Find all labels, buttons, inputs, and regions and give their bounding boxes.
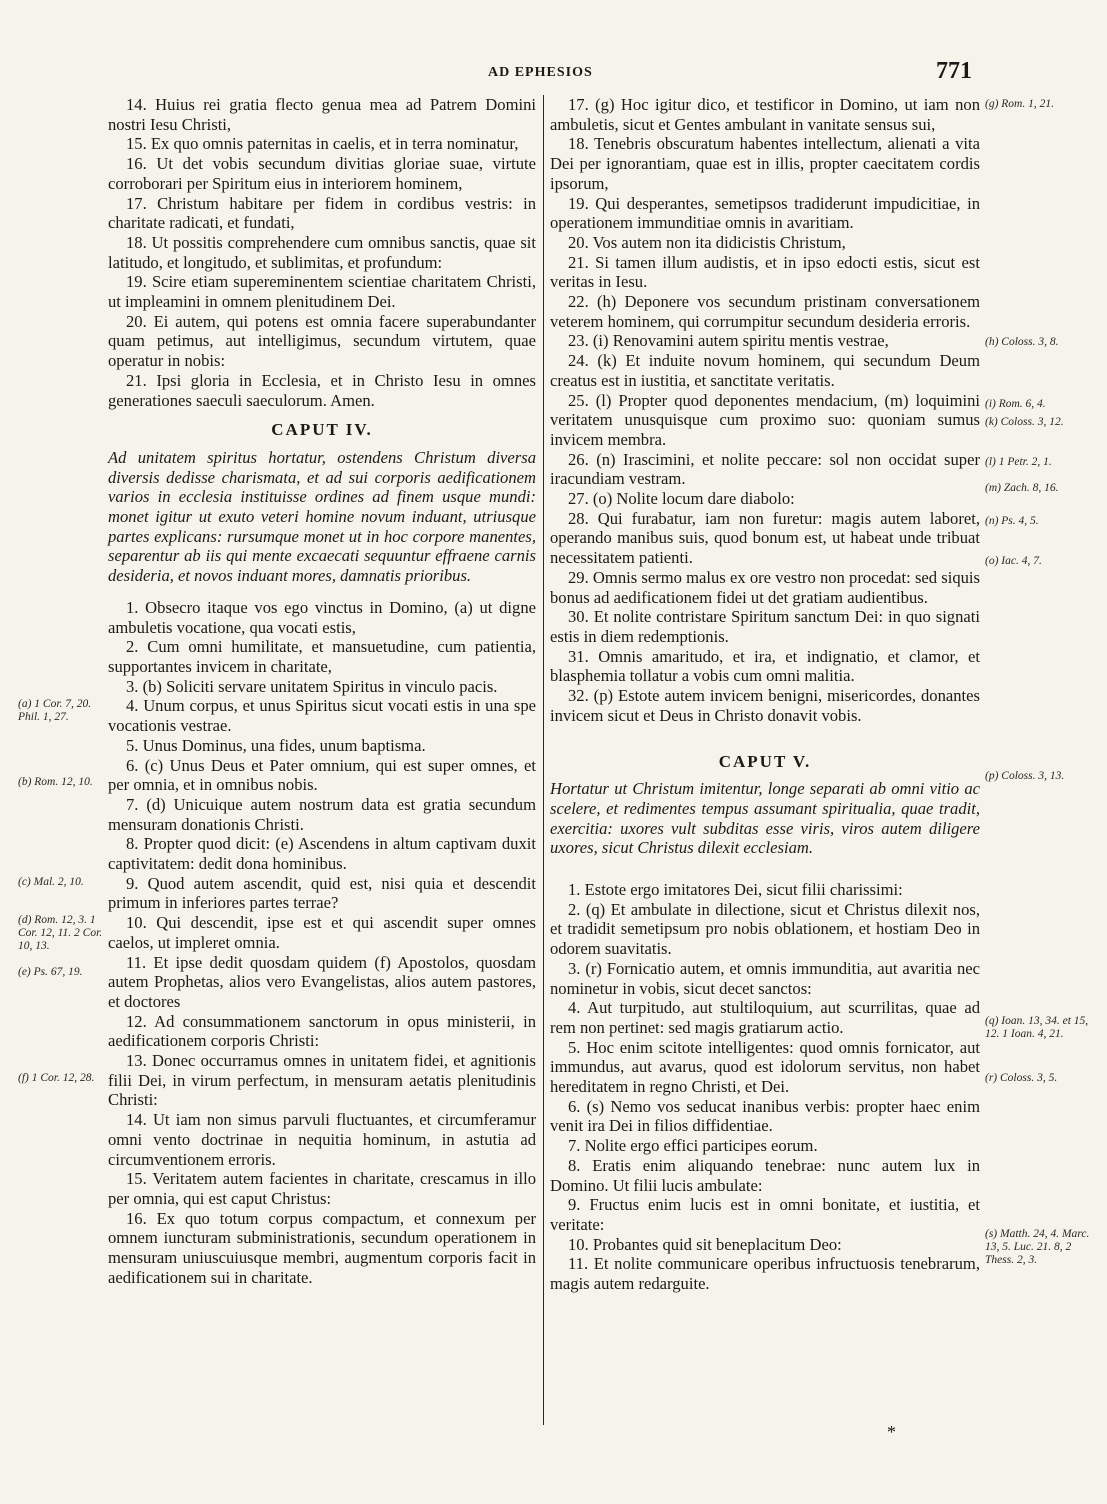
running-header: AD EPHESIOS — [488, 65, 593, 80]
verse: 10. Probantes quid sit beneplacitum Deo: — [568, 1234, 842, 1254]
right-column — [550, 95, 980, 1294]
margin-note: (m) Zach. 8, 16. — [985, 482, 1059, 494]
verse: 27. (o) Nolite locum dare diabolo: — [568, 489, 795, 509]
verse: 6. (c) Unus Deus et Pater omnium, qui est super omnes, et per omnia, et in omnibus nobis. — [108, 755, 536, 795]
verse: 6. (s) Nemo vos seducat inanibus verbis: propter haec enim venit ira Dei in filios diffidentiae. — [550, 1096, 980, 1136]
margin-note: (d) Rom. 12, 3. 1 Cor. 12, 11. 2 Cor. 10, 13. — [18, 914, 103, 952]
margin-note: (k) Coloss. 3, 12. — [985, 416, 1064, 428]
verse: 21. Ipsi gloria in Ecclesia, et in Christo Iesu in omnes generationes saeculi saeculorum. Amen. — [108, 370, 536, 410]
margin-note: (i) Rom. 6, 4. — [985, 398, 1046, 410]
margin-note: (q) Ioan. 13, 34. et 15, 12. 1 Ioan. 4, 21. — [985, 1015, 1089, 1040]
verse: 29. Omnis sermo malus ex ore vestro non procedat: sed siquis bonus ad aedificationem fidei ut det gratiam audientibus. — [550, 567, 980, 607]
verse: 20. Vos autem non ita didicistis Christum, — [568, 232, 846, 252]
page-number: 771 — [936, 58, 972, 84]
verse: 8. Eratis enim aliquando tenebrae: nunc autem lux in Domino. Ut filii lucis ambulate: — [550, 1155, 980, 1195]
verse: 14. Huius rei gratia flecto genua mea ad Patrem Domini nostri Iesu Christi, — [108, 95, 536, 134]
verse: 12. Ad consummationem sanctorum in opus ministerii, in aedificationem corporis Christi: — [108, 1011, 536, 1051]
verse: 31. Omnis amaritudo, et ira, et indignatio, et clamor, et blasphemia tollatur a vobis cum omni malitia. — [550, 646, 980, 686]
margin-note: (g) Rom. 1, 21. — [985, 98, 1054, 110]
verse: 1. Estote ergo imitatores Dei, sicut filii charissimi: — [568, 880, 903, 900]
verse: 20. Ei autem, qui potens est omnia facere superabundanter quam petimus, aut intelligimus, secundum virtutem, quae operatur in nobis: — [108, 311, 536, 371]
verse: 7. (d) Unicuique autem nostrum data est gratia secundum mensuram donationis Christi. — [108, 794, 536, 834]
margin-note: (l) 1 Petr. 2, 1. — [985, 456, 1052, 468]
verse: 16. Ut det vobis secundum divitias gloriae suae, virtute corroborari per Spiritum eius in interiorem hominem, — [108, 154, 536, 193]
margin-note: (c) Mal. 2, 10. — [18, 876, 84, 888]
verse: 22. (h) Deponere vos secundum pristinam conversationem veterem hominem, qui corrumpitur secundum desideria erroris. — [550, 292, 980, 331]
verse: 19. Qui desperantes, semetipsos tradiderunt impudicitiae, in operationem immunditiae omnis in avaritiam. — [550, 193, 980, 233]
column-divider — [543, 95, 544, 1425]
verse: 17. Christum habitare per fidem in cordibus vestris: in charitate radicati, et fundati, — [108, 193, 536, 233]
margin-note: (s) Matth. 24, 4. Marc. 13, 5. Luc. 21. 8, 2 Thess. 2, 3. — [985, 1228, 1090, 1266]
margin-note: (p) Coloss. 3, 13. — [985, 770, 1065, 782]
verse: 19. Scire etiam supereminentem scientiae charitatem Christi, ut impleamini in omnem plenitudinem Dei. — [108, 272, 536, 312]
margin-note: (n) Ps. 4, 5. — [985, 515, 1039, 527]
verse: 30. Et nolite contristare Spiritum sanctum Dei: in quo signati estis in diem redemptionis. — [550, 607, 980, 646]
margin-note: (o) Iac. 4, 7. — [985, 555, 1042, 567]
chapter-heading: CAPUT V. — [718, 751, 812, 771]
verse: 21. Si tamen illum audistis, et in ipso edocti estis, sicut est veritas in Iesu. — [550, 252, 980, 292]
margin-note: (r) Coloss. 3, 5. — [985, 1072, 1058, 1084]
verse: 14. Ut iam non simus parvuli fluctuantes, et circumferamur omni vento doctrinae in nequitia hominum, in astutia ad circumventionem erroris. — [108, 1110, 536, 1169]
verse: 9. Fructus enim lucis est in omni bonitate, et iustitia, et veritate: — [550, 1195, 980, 1234]
verse: 24. (k) Et induite novum hominem, qui secundum Deum creatus est in iustitia, et sanctitate veritatis. — [550, 351, 980, 390]
margin-note: (e) Ps. 67, 19. — [18, 966, 83, 978]
verse: 11. Et ipse dedit quosdam quidem (f) Apostolos, quosdam autem Prophetas, alios vero Evangelistas, alios autem pastores, et doctores — [108, 952, 536, 1011]
margin-note: (h) Coloss. 3, 8. — [985, 336, 1059, 348]
verse: 3. (r) Fornicatio autem, et omnis immunditia, aut avaritia nec nominetur in vobis, sicut decet sanctos: — [550, 958, 980, 998]
verse: 26. (n) Irascimini, et nolite peccare: sol non occidat super iracundiam vestram. — [550, 449, 980, 489]
verse: 15. Ex quo omnis paternitas in caelis, et in terra nominatur, — [126, 134, 519, 154]
verse: 2. (q) Et ambulate in dilectione, sicut et Christus dilexit nos, et tradidit semetipsum pro nobis oblationem, et hostiam Deo in odorem suavitatis. — [550, 899, 980, 959]
verse: 13. Donec occurramus omnes in unitatem fidei, et agnitionis filii Dei, in virum perfectum, in mensuram aetatis plenitudinis Christi: — [108, 1051, 536, 1110]
verse: 25. (l) Propter quod deponentes mendacium, (m) loquimini veritatem unusquisque cum proximo suo: quoniam sumus invicem membra. — [550, 390, 980, 449]
verse: 23. (i) Renovamini autem spiritu mentis vestrae, — [568, 331, 889, 351]
margin-note: (b) Rom. 12, 10. — [18, 776, 93, 788]
verse: 7. Nolite ergo effici participes eorum. — [568, 1136, 818, 1156]
verse: 17. (g) Hoc igitur dico, et testificor in Domino, ut iam non ambuletis, sicut et Gentes ambulant in vanitate sensus sui, — [550, 95, 980, 134]
verse: 18. Ut possitis comprehendere cum omnibus sanctis, quae sit latitudo, et longitudo, et sublimitas, et profundum: — [108, 232, 536, 272]
verse: 32. (p) Estote autem invicem benigni, misericordes, donantes invicem sicut et Deus in Christo donavit vobis. — [550, 686, 980, 725]
left-column — [108, 95, 536, 1287]
verse: 8. Propter quod dicit: (e) Ascendens in altum captivam duxit captivitatem: dedit dona hominibus. — [108, 834, 536, 874]
verse: 4. Aut turpitudo, aut stultiloquium, aut scurrilitas, quae ad rem non pertinet: sed magis gratiarum actio. — [550, 998, 980, 1037]
verse: 2. Cum omni humilitate, et mansuetudine, cum patientia, supportantes invicem in charitate, — [108, 637, 536, 676]
chapter-summary: Hortatur ut Christum imitentur, longe separati ab omni vitio ac scelere, et redimentes tempus assumant spiritualia, quae tradit, exercitia: uxores vult subditas esse viris, viros autem diligere uxores, sicut Christus dilexit ecclesiam. — [550, 779, 980, 858]
verse: 5. Unus Dominus, una fides, unum baptisma. — [126, 735, 426, 755]
chapter-heading: CAPUT IV. — [271, 420, 373, 440]
verse: 11. Et nolite communicare operibus infructuosis tenebrarum, magis autem redarguite. — [550, 1254, 980, 1294]
margin-note: (f) 1 Cor. 12, 28. — [18, 1072, 95, 1084]
verse: 10. Qui descendit, ipse est et qui ascendit super omnes caelos, ut impleret omnia. — [108, 913, 536, 952]
footer-asterisk: * — [887, 1422, 896, 1442]
verse: 28. Qui furabatur, iam non furetur: magis autem laboret, operando manibus suis, quod bonum est, ut habeat unde tribuat necessitatem patienti. — [550, 508, 980, 568]
verse: 9. Quod autem ascendit, quid est, nisi quia et descendit primum in inferiores partes terrae? — [108, 873, 536, 913]
verse: 4. Unum corpus, et unus Spiritus sicut vocati estis in una spe vocationis vestrae. — [108, 696, 536, 736]
verse: 16. Ex quo totum corpus compactum, et connexum per omnem iuncturam subministrationis, secundum operationem in mensuram uniuscuiusque membri, augmentum corporis facit in aedificationem sui in charitate. — [108, 1208, 536, 1287]
verse: 15. Veritatem autem facientes in charitate, crescamus in illo per omnia, qui est caput Christus: — [108, 1169, 536, 1208]
verse: 18. Tenebris obscuratum habentes intellectum, alienati a vita Dei per ignorantiam, quae est in illis, propter caecitatem cordis ipsorum, — [550, 134, 980, 193]
verse: 5. Hoc enim scitote intelligentes: quod omnis fornicator, aut immundus, aut avarus, quod est idolorum servitus, non habet hereditatem in regno Christi, et Dei. — [550, 1037, 980, 1097]
chapter-summary: Ad unitatem spiritus hortatur, ostendens Christum diversa diversis dedisse charismata, et ad sui corporis aedificationem varios in ecclesia instituisse ordines ad finem usque mundi: monet igitur ut exuto veteri homine novum induant, utriusque partes explicans: rursumque monet ut in hoc corpore manentes, separentur ab iis qui mente excaecati sequuntur effraene carnis desideria, et novos induant mores, damnatis prioribus. — [108, 447, 536, 586]
margin-note: (a) 1 Cor. 7, 20. Phil. 1, 27. — [18, 698, 92, 723]
verse: 3. (b) Soliciti servare unitatem Spiritus in vinculo pacis. — [126, 676, 498, 696]
verse: 1. Obsecro itaque vos ego vinctus in Domino, (a) ut digne ambuletis vocatione, qua vocati estis, — [108, 597, 536, 637]
